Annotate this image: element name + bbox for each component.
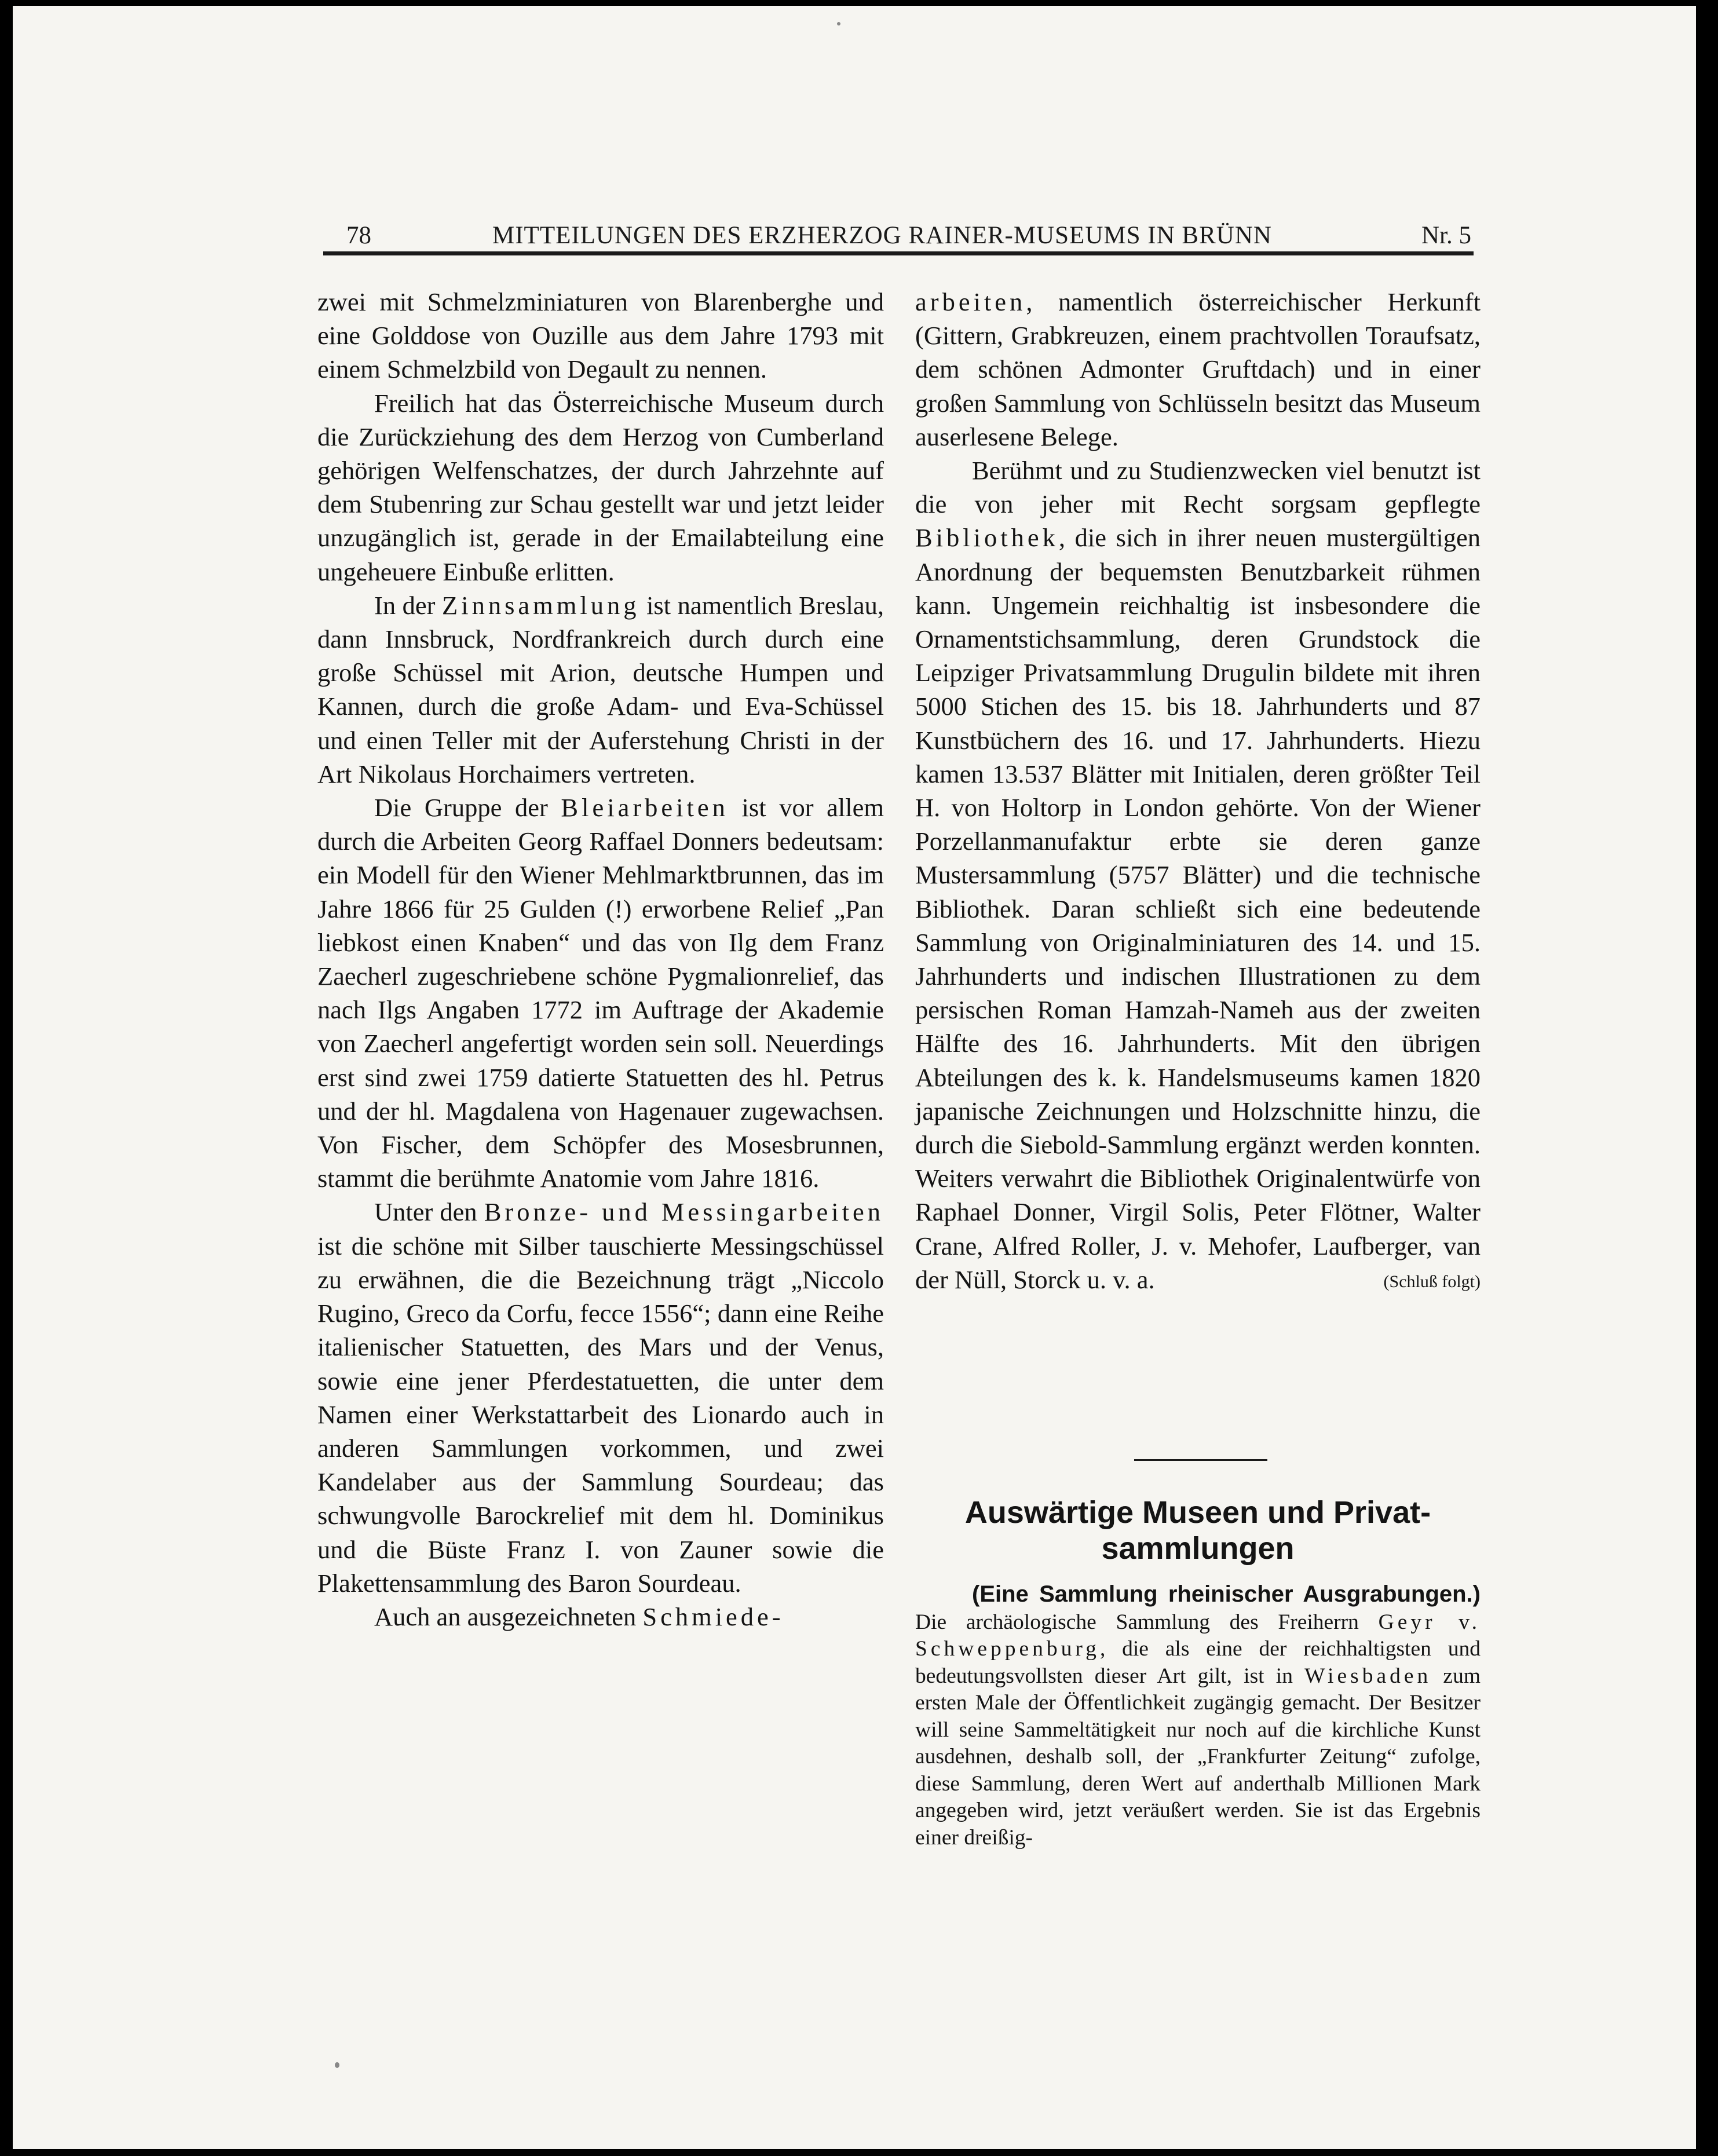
spaced-term: arbeiten (915, 287, 1026, 316)
text-run: zum ersten Male der Öffentlichkeit zugängig gemacht. Der Besitzer will seine Sammeltätigkeit nur noch auf die kirchliche Kunst ausdehnen, deshalb soll, der „Frankfurter Zeitung“ zufolge, diese Sammlung, deren Wert auf anderthalb Millionen Mark angegeben wird, jetzt veräußert werden. Sie ist das Ergebnis einer dreißig- (915, 1664, 1481, 1850)
text-run: , die als eine der reichhaltigsten und bedeutungsvollsten dieser Art gilt, ist in (915, 1637, 1481, 1688)
left-column (317, 285, 884, 1634)
right-column (915, 285, 1481, 1299)
paragraph: Freilich hat das Österreichische Museum durch die Zurückziehung des dem Herzog von Cumberland gehörigen Welfenschatzes, der durch Jahrzehnte auf dem Stubenring zur Schau gestellt war und jetzt leider unzugänglich ist, gerade in der Emailabteilung eine ungeheuere Einbuße erlitten. (317, 388, 884, 586)
paragraph (915, 1581, 1481, 1851)
spaced-term: Bleiarbeiten (561, 793, 729, 823)
section-heading (915, 1494, 1481, 1566)
text-run: Die archäologische Sammlung des Freiherrn (915, 1610, 1379, 1634)
paragraph: zwei mit Schmelzminiaturen von Blarenberghe und eine Golddose von Ouzille aus dem Jahre 1793 mit einem Schmelzbild von Degault zu nennen. (317, 287, 884, 384)
heading-line: Auswärtige Museen und Privat- (964, 1495, 1431, 1530)
paragraph (317, 1195, 884, 1599)
text-run: Berühmt und zu Studienzwecken viel benutzt ist die von jeher mit Recht sorgsam gepflegte (915, 456, 1481, 519)
paragraph (915, 454, 1481, 1296)
text-run: Die Gruppe der (374, 793, 561, 823)
text-run: ist vor allem durch die Arbeiten Georg Raffael Donners bedeutsam: ein Modell für den Wiener Mehlmarktbrunnen, das im Jahre 1866 für 25 Gulden (!) erworbene Relief „Pan liebkost einen Knaben“ und das von Ilg dem Franz Zaecherl zugeschriebene schöne Pygmalionrelief, das nach Ilgs Angaben 1772 im Auftrage der Akademie von Zaecherl angefertigt worden sein soll. Neuerdings erst sind zwei 1759 datierte Statuetten des hl. Petrus und der hl. Magdalena von Hagenauer zugewachsen. Von Fischer, dem Schöpfer des Mosesbrunnen, stammt die berühmte Anatomie vom Jahre 1816. (317, 793, 884, 1193)
text-run: Unter den (374, 1197, 484, 1227)
heading-line: sammlungen (1101, 1531, 1295, 1566)
paragraph (915, 285, 1481, 454)
item-lead: (Eine Sammlung rheinischer Ausgrabungen.) (972, 1581, 1481, 1607)
page-number: 78 (346, 222, 371, 249)
spaced-term: Bronze- und Messingarbeiten (484, 1197, 884, 1227)
header-rule (323, 251, 1474, 255)
paragraph (317, 791, 884, 1195)
section-separator (1134, 1459, 1267, 1461)
text-run: ist die schöne mit Silber tauschierte Messingschüssel zu erwähnen, die die Bezeichnung trägt „Niccolo Rugino, Greco da Corfu, fecce 1556“; dann eine Reihe italienischer Statuetten, des Mars und der Venus, sowie eine jener Pferdestatuetten, die unter dem Namen einer Werkstattarbeit des Lionardo auch in anderen Sammlungen vorkommen, und zwei Kandelaber aus der Sammlung Sourdeau; das schwungvolle Barockrelief mit dem hl. Dominikus und die Büste Franz I. von Zauner sowie die Plakettensammlung des Baron Sourdeau. (317, 1231, 884, 1598)
text-run: , die sich in ihrer neuen mustergültigen Anordnung der bequemsten Benutzbarkeit rühmen kann. Ungemein reichhaltig ist insbesondere die Ornamentstichsammlung, deren Grundstock die Leipziger Privatsammlung Drugulin bildete mit ihren 5000 Stichen des 15. bis 18. Jahrhunderts und 87 Kunstbüchern des 16. und 17. Jahrhunderts. Hiezu kamen 13.537 Blätter mit Initialen, deren größter Teil H. von Holtorp in London gehörte. Von der Wiener Porzellanmanufaktur erbte sie deren ganze Mustersammlung (5757 Blätter) und die technische Bibliothek. Daran schließt sich eine bedeutende Sammlung von Originalminiaturen des 14. und 15. Jahrhunderts und indischen Illustrationen zu dem persischen Roman Hamzah-Nameh aus der zweiten Hälfte des 16. Jahrhunderts. Mit den übrigen Abteilungen des k. k. Handelsmuseums kamen 1820 japanische Zeichnungen und Holzschnitte hinzu, die durch die Siebold-Sammlung ergänzt werden konnten. Weiters verwahrt die Bibliothek Originalentwürfe von Raphael Donner, Virgil Solis, Peter Flötner, Walter Crane, Alfred Roller, J. v. Mehofer, Laufberger, van der Nüll, Storck u. v. a. (915, 523, 1481, 1294)
text-run: ist namentlich Breslau, dann Innsbruck, Nordfrankreich durch durch eine große Schüssel mit Arion, deutsche Humpen und Kannen, durch die große Adam- und Eva-Schüssel und einen Teller mit der Auferstehung Christi in der Art Nikolaus Horchaimers vertreten. (317, 590, 884, 788)
spaced-term: Geyr v. Schweppenburg (915, 1610, 1481, 1661)
scan-speck (837, 22, 840, 25)
news-item (915, 1581, 1481, 1851)
spaced-term: Bibliothek (915, 523, 1059, 553)
text-run: In der (374, 590, 443, 620)
scan-speck (335, 2062, 339, 2068)
spaced-term: Schmiede- (642, 1602, 784, 1631)
journal-title: MITTEILUNGEN DES ERZHERZOG RAINER-MUSEUMS IN BRÜNN (492, 222, 1272, 249)
paragraph (317, 1600, 884, 1634)
continued-note: (Schluß folgt) (1383, 1271, 1481, 1291)
spaced-term: Zinnsammlung (442, 590, 640, 620)
paragraph (317, 589, 884, 791)
issue-number: Nr. 5 (1421, 222, 1471, 249)
text-run: Auch an ausgezeichneten (374, 1602, 643, 1631)
text-run: , namentlich österreichischer Herkunft (Gittern, Grabkreuzen, einem prachtvollen Toraufsatz, dem schönen Admonter Gruftdach) und in einer großen Sammlung von Schlüsseln besitzt das Museum auserlesene Belege. (915, 287, 1481, 451)
spaced-term: Wiesbaden (1304, 1664, 1432, 1688)
